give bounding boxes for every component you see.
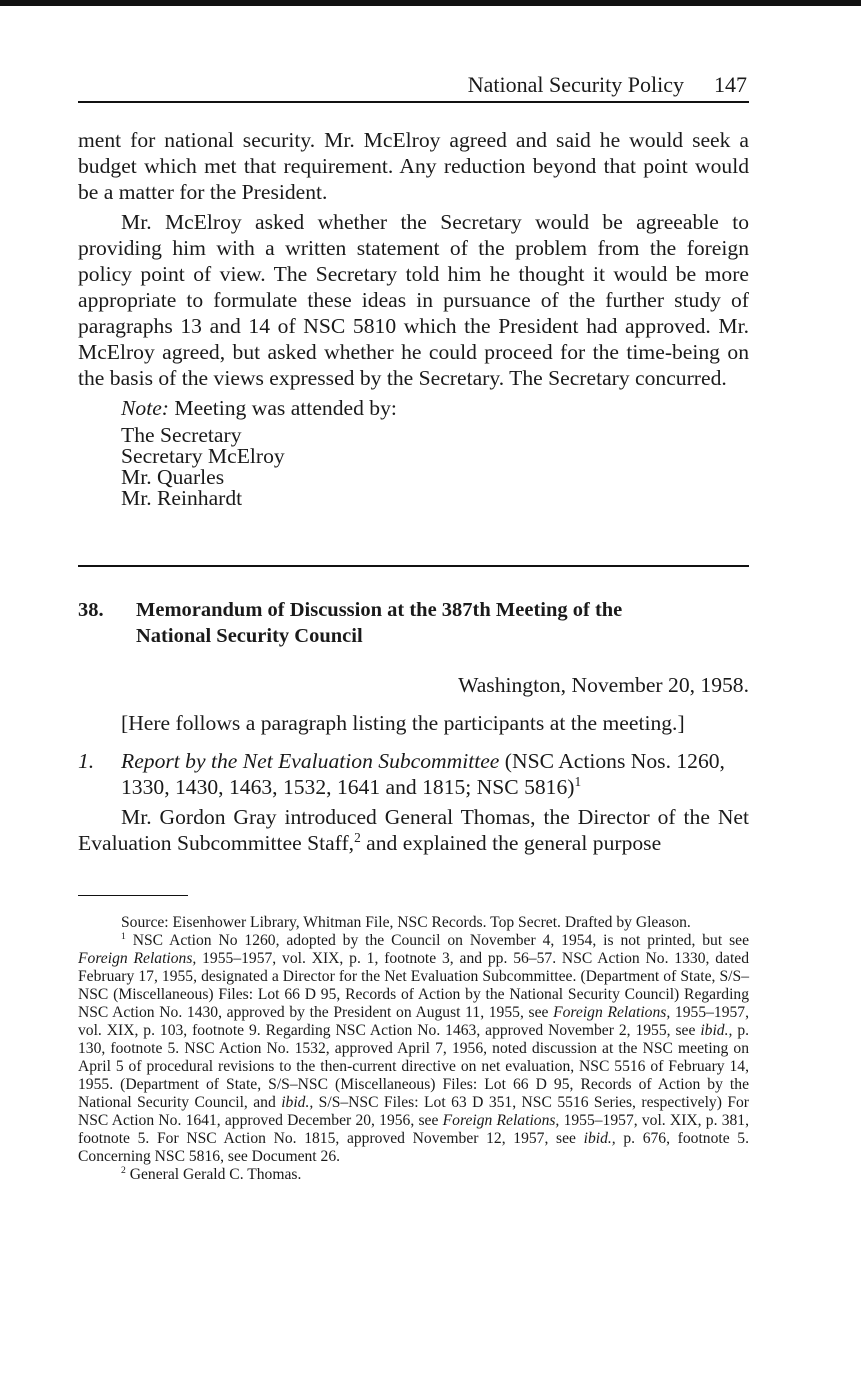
note-text: Meeting was attended by: <box>174 396 397 420</box>
agenda-item <box>78 748 749 800</box>
item-text: 1330, 1430, 1463, 1532, 1641 and 1815; NSC 5816) <box>121 775 575 799</box>
item-title: Report by the Net Evaluation Subcommittee <box>121 749 500 773</box>
footnote-text: General Gerald C. Thomas. <box>125 1166 302 1183</box>
paragraph-text: Mr. Gordon Gray introduced General Thomas, the Director of the Net Evaluation Subcommittee Staff, <box>78 805 749 855</box>
citation-ibid: ibid., <box>281 1094 314 1111</box>
source-note: Source: Eisenhower Library, Whitman File, NSC Records. Top Secret. Drafted by Gleason. <box>121 914 691 931</box>
item-heading <box>121 748 749 800</box>
document-body <box>78 710 749 856</box>
header-rule <box>78 101 749 103</box>
attendee: Mr. Reinhardt <box>121 486 243 510</box>
paragraph-text: and explained the general purpose <box>360 831 662 855</box>
footnote-text: p. 130, footnote 5. NSC Action No. 1532, approved April 7, 1956, noted discussion at the NSC meeting on April 5 of procedural revisions to the then-current directive on net evaluation, NSC 5516 of February 14, 1955. (Department of State, S/S–NSC (Miscellaneous) Files: Lot 66 D 95, Records of Action by the National Security Council, and <box>78 1022 750 1111</box>
footnote-ref[interactable]: 2 <box>354 829 361 845</box>
document-title-line: Memorandum of Discussion at the 387th Meeting of the <box>136 599 623 621</box>
footnote-text: 1955–1957, vol. XIX, p. 381, footnote 5. For NSC Action No. 1815, approved November 12, 1957, see <box>78 1112 750 1147</box>
book-page <box>78 70 749 1184</box>
attendee: Mr. Quarles <box>121 465 225 489</box>
attendee-list <box>121 425 749 509</box>
footnote-text: 1955–1957, vol. XIX, p. 103, footnote 9. Regarding NSC Action No. 1463, approved November 2, 1955, see <box>78 1004 749 1039</box>
item-text: (NSC Actions Nos. 1260, <box>499 749 725 773</box>
footnote-text: S/S–NSC Files: Lot 63 D 351, NSC 5516 Series, respectively) For NSC Action No. 1641, approved December 20, 1956, see <box>78 1094 749 1129</box>
footnotes <box>78 914 749 1184</box>
footnote-text: NSC Action No 1260, adopted by the Council on November 4, 1954, is not printed, but see <box>125 932 749 949</box>
paragraph: Mr. McElroy asked whether the Secretary would be agreeable to providing him with a written statement of the problem from the foreign policy point of view. The Secretary told him he thought it would be more appropriate to formulate these ideas in pursuance of the further study of paragraphs 13 and 14 of NSC 5810 which the President had approved. Mr. McElroy agreed, but asked whether he could proceed for the time-being on the basis of the views expressed by the Secretary. The Secretary concurred. <box>78 210 749 390</box>
citation-title: Foreign Relations, <box>78 950 197 967</box>
document-heading <box>78 597 749 649</box>
citation-title: Foreign Relations, <box>442 1112 560 1129</box>
document-number: 38. <box>78 599 104 621</box>
page-number: 147 <box>714 72 747 97</box>
footnote-rule <box>78 895 188 896</box>
scan-edge <box>0 0 861 6</box>
footnote-2 <box>78 1166 749 1184</box>
paragraph <box>78 804 749 856</box>
dateline: Washington, November 20, 1958. <box>458 673 749 697</box>
attendee: Secretary McElroy <box>121 444 285 468</box>
footnote-ref[interactable]: 1 <box>574 773 582 789</box>
document-title <box>136 597 622 649</box>
note-label: Note: <box>121 396 169 420</box>
citation-title: Foreign Relations, <box>553 1004 671 1021</box>
editorial-note: [Here follows a paragraph listing the participants at the meeting.] <box>121 711 685 735</box>
footnote-text: p. 676, footnote 5. Concerning NSC 5816, see Document 26. <box>78 1130 750 1165</box>
attendee: The Secretary <box>121 423 242 447</box>
footnote-1 <box>78 932 749 1166</box>
footnote-marker: 1 <box>121 930 126 942</box>
item-number: 1. <box>78 749 95 773</box>
running-title: National Security Policy <box>467 72 684 97</box>
document-title-line: National Security Council <box>136 625 363 647</box>
citation-ibid: ibid., <box>700 1022 733 1039</box>
paragraph: ment for national security. Mr. McElroy agreed and said he would seek a budget which met that requirement. Any reduction beyond that point would be a matter for the President. <box>78 128 749 204</box>
section-rule <box>78 565 749 567</box>
citation-ibid: ibid., <box>583 1130 616 1147</box>
continued-text <box>78 127 749 391</box>
running-head <box>78 70 749 100</box>
footnote-marker: 2 <box>121 1164 126 1176</box>
attendance-note <box>121 395 749 421</box>
footnote-text: 1955–1957, vol. XIX, p. 1, footnote 3, and pp. 56–57. NSC Action No. 1330, dated February 17, 1955, designated a Director for the Net Evaluation Subcommittee. (Department of State, S/S–NSC (Miscellaneous) Files: Lot 66 D 95, Records of Action by the National Security Council) Regarding NSC Action No. 1430, approved by the President on August 11, 1955, see <box>78 950 749 1021</box>
